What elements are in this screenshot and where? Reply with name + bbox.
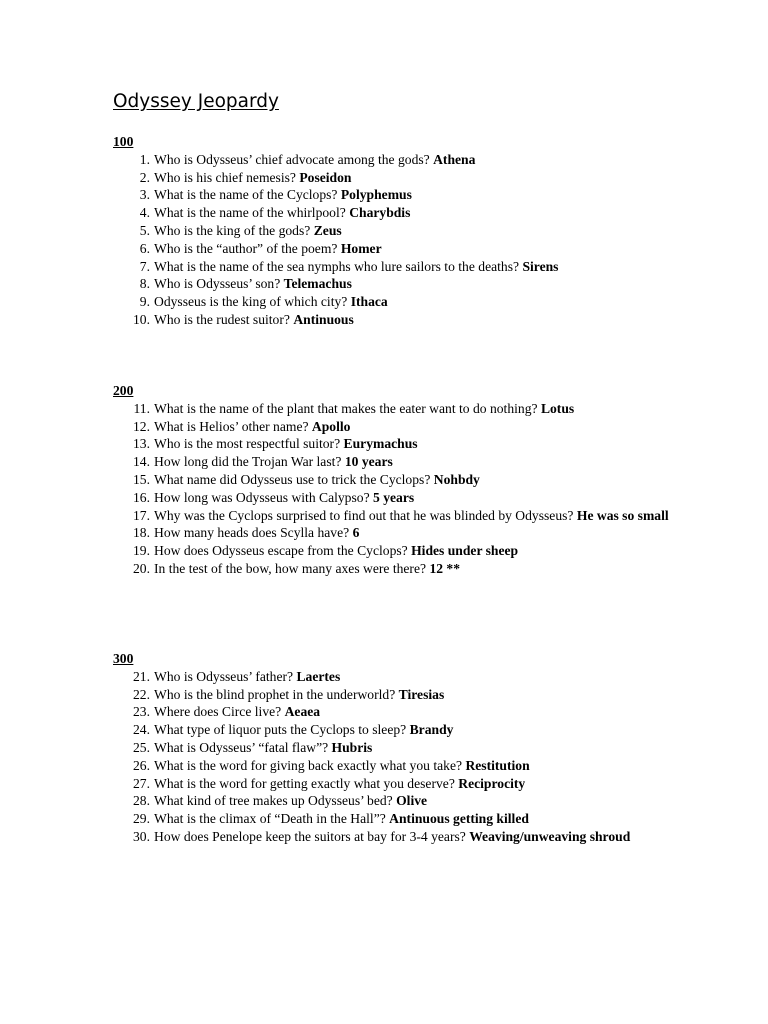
question-item [113,757,673,775]
question-number: 29. [133,811,150,827]
question-text: What is Helios’ other name? [154,418,309,434]
question-answer: Apollo [311,418,351,434]
question-body [154,668,673,686]
question-answer: Tiresias [398,686,445,702]
question-body [154,739,673,757]
question-answer: Lotus [540,400,575,416]
question-text: Who is the blind prophet in the underworld? [154,686,396,702]
question-answer: Laertes [296,668,341,684]
question-number: 22. [133,686,150,702]
question-item [113,435,673,453]
question-body [154,240,673,258]
question-text: What is the name of the whirlpool? [154,205,346,221]
question-answer: Hubris [331,739,373,755]
question-text: What is the name of the sea nymphs who lure sailors to the deaths? [154,258,520,274]
question-text: Who is the rudest suitor? [154,311,290,327]
question-item [113,258,673,276]
question-answer: Ithaca [350,294,388,310]
question-body [154,560,673,578]
question-item [113,293,673,311]
question-answer: Aeaea [284,704,321,720]
question-answer: Reciprocity [458,775,526,791]
section-heading: 300 [113,651,134,666]
question-answer: Telemachus [283,276,352,292]
question-number: 4. [139,205,150,221]
question-body [154,222,673,240]
question-body [154,275,673,293]
question-answer: Antinuous getting killed [389,811,529,827]
question-number: 2. [139,169,150,185]
question-number: 30. [133,828,150,844]
question-number: 23. [133,704,150,720]
question-number: 27. [133,775,150,791]
question-number: 1. [139,151,150,167]
question-answer: Charybdis [349,205,411,221]
question-item [113,275,673,293]
question-number: 7. [139,258,150,274]
question-number: 14. [133,454,150,470]
question-item [113,703,673,721]
question-text: What is the climax of “Death in the Hall”? [154,811,386,827]
question-item [113,151,673,169]
question-item [113,542,673,560]
question-body [154,721,673,739]
question-item [113,524,673,542]
question-number: 3. [139,187,150,203]
question-body [154,471,673,489]
question-text: What kind of tree makes up Odysseus’ bed? [154,793,393,809]
question-number: 21. [133,668,150,684]
question-text: How does Penelope keep the suitors at bay for 3-4 years? [154,828,466,844]
document-title: Odyssey Jeopardy [113,91,279,112]
section-300 [113,650,673,846]
section-200 [113,382,673,578]
question-answer: 5 years [373,489,415,505]
question-item [113,668,673,686]
question-body [154,703,673,721]
question-body [154,453,673,471]
section-heading: 200 [113,383,134,398]
question-item [113,792,673,810]
question-body [154,151,673,169]
question-body [154,293,673,311]
question-number: 13. [133,436,150,452]
question-text: How does Odysseus escape from the Cyclops? [154,543,408,559]
question-body [154,186,673,204]
question-number: 8. [139,276,150,292]
question-item [113,453,673,471]
question-body [154,757,673,775]
question-body [154,507,673,525]
question-answer: Homer [340,240,382,256]
question-text: How many heads does Scylla have? [154,525,350,541]
question-number: 15. [133,471,150,487]
question-item [113,775,673,793]
question-item [113,471,673,489]
question-body [154,686,673,704]
question-body [154,828,673,846]
question-text: Why was the Cyclops surprised to find out that he was blinded by Odysseus? [154,507,574,523]
question-answer: Weaving/unweaving shroud [469,828,631,844]
question-item [113,400,673,418]
question-number: 5. [139,222,150,238]
question-list [113,400,673,578]
question-answer: 12 ** [429,560,461,576]
question-body [154,258,673,276]
question-body [154,542,673,560]
question-answer: He was so small [576,507,669,523]
question-number: 28. [133,793,150,809]
question-item [113,222,673,240]
section-100 [113,133,673,329]
question-item [113,507,673,525]
question-item [113,169,673,187]
question-text: What type of liquor puts the Cyclops to sleep? [154,722,407,738]
question-number: 17. [133,507,150,523]
question-body [154,489,673,507]
question-number: 18. [133,525,150,541]
question-item [113,311,673,329]
question-item [113,828,673,846]
question-answer: Nohbdy [433,471,480,487]
question-number: 20. [133,560,150,576]
question-number: 25. [133,739,150,755]
question-answer: Poseidon [299,169,352,185]
question-text: Who is Odysseus’ father? [154,668,294,684]
question-text: In the test of the bow, how many axes were there? [154,560,427,576]
question-answer: Zeus [313,222,342,238]
question-text: Who is the most respectful suitor? [154,436,341,452]
question-item [113,739,673,757]
question-answer: 10 years [344,454,393,470]
question-body [154,204,673,222]
question-text: What is the name of the Cyclops? [154,187,338,203]
question-list [113,151,673,329]
question-answer: 6 [352,525,360,541]
question-body [154,418,673,436]
question-text: How long was Odysseus with Calypso? [154,489,370,505]
question-item [113,686,673,704]
question-text: Who is the “author” of the poem? [154,240,338,256]
question-answer: Restitution [465,757,530,773]
question-text: What is the word for getting exactly what you deserve? [154,775,455,791]
question-answer: Sirens [522,258,559,274]
question-item [113,204,673,222]
question-answer: Eurymachus [343,436,418,452]
question-answer: Antinuous [293,311,354,327]
question-body [154,435,673,453]
question-body [154,810,673,828]
question-number: 6. [139,240,150,256]
question-number: 24. [133,722,150,738]
question-body [154,400,673,418]
section-heading: 100 [113,134,134,149]
question-text: What is the name of the plant that makes the eater want to do nothing? [154,400,538,416]
question-text: Where does Circe live? [154,704,282,720]
question-text: What is Odysseus’ “fatal flaw”? [154,739,329,755]
question-answer: Brandy [409,722,454,738]
question-answer: Polyphemus [340,187,412,203]
question-text: What name did Odysseus use to trick the Cyclops? [154,471,431,487]
question-number: 10. [133,311,150,327]
question-list [113,668,673,846]
question-answer: Olive [396,793,428,809]
question-text: Who is the king of the gods? [154,222,311,238]
question-text: How long did the Trojan War last? [154,454,342,470]
question-text: Who is Odysseus’ chief advocate among the gods? [154,151,430,167]
question-body [154,524,673,542]
question-number: 16. [133,489,150,505]
question-text: Odysseus is the king of which city? [154,294,348,310]
question-number: 19. [133,543,150,559]
question-body [154,311,673,329]
question-text: What is the word for giving back exactly what you take? [154,757,463,773]
question-number: 11. [133,400,150,416]
question-answer: Hides under sheep [411,543,519,559]
question-text: Who is Odysseus’ son? [154,276,281,292]
question-number: 9. [139,294,150,310]
question-number: 12. [133,418,150,434]
question-item [113,240,673,258]
question-item [113,560,673,578]
question-item [113,489,673,507]
question-body [154,775,673,793]
question-answer: Athena [433,151,476,167]
question-item [113,810,673,828]
question-number: 26. [133,757,150,773]
question-item [113,186,673,204]
question-body [154,792,673,810]
question-text: Who is his chief nemesis? [154,169,296,185]
question-item [113,418,673,436]
question-item [113,721,673,739]
question-body [154,169,673,187]
